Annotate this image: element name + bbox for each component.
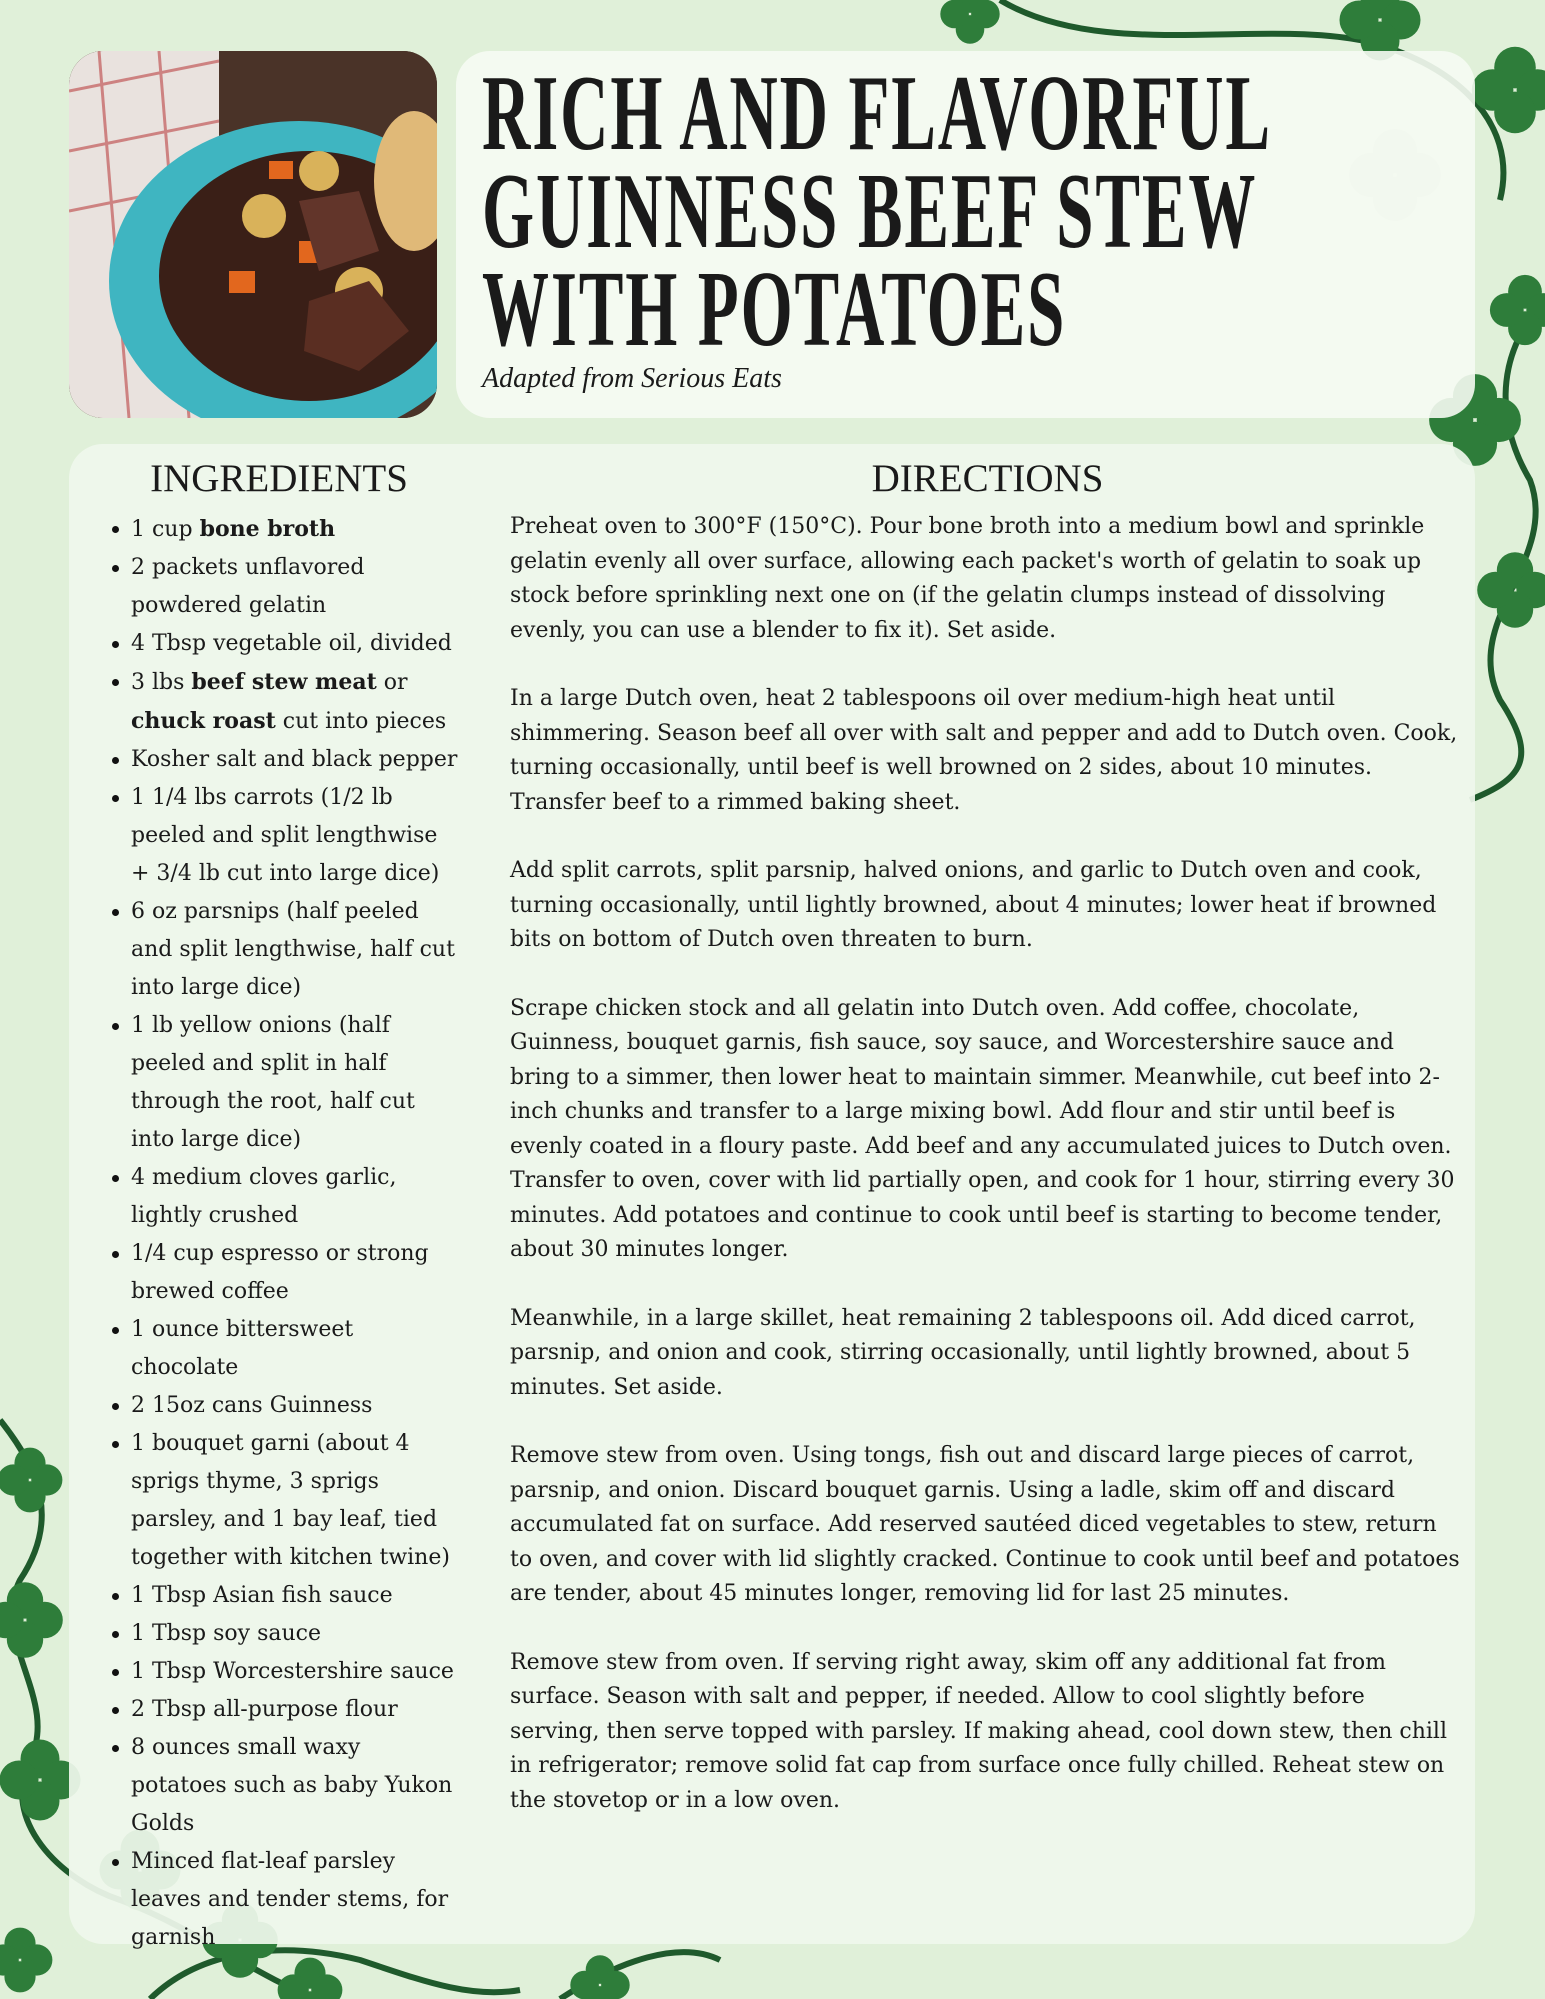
ingredient-text: 1 Tbsp Worcestershire sauce xyxy=(131,1659,454,1684)
direction-step: In a large Dutch oven, heat 2 tablespoons oil over medium-high heat until shimmering. Season beef all over with salt and pepper and add to Dutch oven. Cook, turning occasionally, until beef is well browned on 2 sides, about 10 minutes. Transfer beef to a rimmed baking sheet. xyxy=(510,686,1458,815)
directions-steps xyxy=(510,510,1460,1852)
direction-step: Preheat oven to 300°F (150°C). Pour bone broth into a medium bowl and sprinkle gelatin evenly all over surface, allowing each packet's worth of gelatin to soak up stock before sprinkling next one on (if the gelatin clumps instead of dissolving evenly, you can use a blender to fix it). Set aside. xyxy=(510,514,1425,643)
ingredient-item xyxy=(131,1311,461,1387)
ingredient-text: 8 ounces small waxy potatoes such as baby Yukon Golds xyxy=(131,1735,453,1836)
ingredient-item xyxy=(131,1235,461,1311)
ingredient-text: 6 oz parsnips (half peeled and split lengthwise, half cut into large dice) xyxy=(131,899,455,1000)
stew-bowl-image xyxy=(69,51,437,418)
ingredient-item xyxy=(131,549,461,625)
ingredient-text: 1 Tbsp Asian fish sauce xyxy=(131,1583,393,1608)
ingredient-text: 4 Tbsp vegetable oil, divided xyxy=(131,631,452,656)
directions-heading: DIRECTIONS xyxy=(871,457,1104,500)
direction-step: Add split carrots, split parsnip, halved onions, and garlic to Dutch oven and cook, turning occasionally, until lightly browned, about 4 minutes; lower heat if browned bits on bottom of Dutch oven threaten to burn. xyxy=(510,858,1437,952)
ingredient-text: 4 medium cloves garlic, lightly crushed xyxy=(131,1165,397,1228)
ingredient-text: Kosher salt and black pepper xyxy=(131,747,458,772)
direction-step: Remove stew from oven. If serving right away, skim off any additional fat from surface. Season with salt and pepper, if needed. Allow to cool slightly before serving, then serve topped with parsley. If making ahead, cool down stew, then chill in refrigerator; remove solid fat cap from surface once fully chilled. Reheat stew on the stovetop or in a low oven. xyxy=(510,1649,1447,1813)
ingredient-text: 1 ounce bittersweet chocolate xyxy=(131,1317,354,1380)
ingredient-highlight: chuck roast xyxy=(131,708,276,734)
ingredient-text: 2 packets unflavored powdered gelatin xyxy=(131,555,365,618)
ingredient-text: 1/4 cup espresso or strong brewed coffee xyxy=(131,1241,429,1304)
ingredient-text: or xyxy=(376,670,408,695)
ingredient-highlight: beef stew meat xyxy=(191,669,377,695)
ingredient-item xyxy=(131,893,461,1007)
ingredient-item xyxy=(131,510,461,549)
ingredient-item xyxy=(131,741,461,779)
ingredient-item xyxy=(131,625,461,663)
ingredient-item xyxy=(131,1843,461,1957)
ingredient-item xyxy=(131,1577,461,1615)
ingredient-item xyxy=(131,1159,461,1235)
recipe-content-card xyxy=(69,444,1475,1950)
title-card xyxy=(456,51,1475,418)
ingredient-item xyxy=(131,1729,461,1843)
ingredient-item xyxy=(131,663,461,741)
recipe-source: Adapted from Serious Eats xyxy=(482,363,782,394)
ingredient-text: 1 1/4 lbs carrots (1/2 lb peeled and split lengthwise + 3/4 lb cut into large dice) xyxy=(131,785,440,886)
ingredient-text: 1 Tbsp soy sauce xyxy=(131,1621,321,1646)
ingredient-item xyxy=(131,1615,461,1653)
ingredient-text: 3 lbs xyxy=(131,670,192,695)
ingredient-text: 1 cup xyxy=(131,517,200,542)
ingredient-text: 2 Tbsp all-purpose flour xyxy=(131,1697,398,1722)
ingredients-list xyxy=(131,510,461,1957)
ingredient-item xyxy=(131,1653,461,1691)
ingredient-text: Minced flat-leaf parsley leaves and tender stems, for garnish xyxy=(131,1849,449,1950)
stew-photo xyxy=(69,51,437,418)
ingredient-text: 1 lb yellow onions (half peeled and split in half through the root, half cut into large dice) xyxy=(131,1013,415,1152)
ingredient-item xyxy=(131,1007,461,1159)
ingredients-heading: INGREDIENTS xyxy=(150,457,408,500)
title-line: WITH POTATOES xyxy=(482,250,1067,369)
ingredient-item xyxy=(131,1425,461,1577)
ingredient-text: 1 bouquet garni (about 4 sprigs thyme, 3 sprigs parsley, and 1 bay leaf, tied together with kitchen twine) xyxy=(131,1431,450,1570)
direction-step: Meanwhile, in a large skillet, heat remaining 2 tablespoons oil. Add diced carrot, parsnip, and onion and cook, stirring occasionally, until lightly browned, about 5 minutes. Set aside. xyxy=(510,1305,1416,1400)
recipe-title xyxy=(482,54,1350,369)
direction-step: Scrape chicken stock and all gelatin into Dutch oven. Add coffee, chocolate, Guinness, bouquet garnis, fish sauce, soy sauce, and Worcestershire sauce and bring to a simmer, then lower heat to maintain simmer. Meanwhile, cut beef into 2-inch chunks and transfer to a large mixing bowl. Add flour and stir until beef is evenly coated in a floury paste. Add beef and any accumulated juices to Dutch oven. Transfer to oven, cover with lid partially open, and cook for 1 hour, stirring every 30 minutes. Add potatoes and continue to cook until beef is starting to become tender, about 30 minutes longer. xyxy=(510,995,1455,1262)
ingredient-item xyxy=(131,1691,461,1729)
title-line: GUINNESS BEEF STEW xyxy=(482,152,1258,271)
title-line: RICH AND FLAVORFUL xyxy=(482,54,1272,173)
ingredient-item xyxy=(131,1387,461,1425)
ingredient-item xyxy=(131,779,461,893)
ingredient-text: 2 15oz cans Guinness xyxy=(131,1393,373,1418)
ingredient-text: cut into pieces xyxy=(275,709,447,734)
direction-step: Remove stew from oven. Using tongs, fish out and discard large pieces of carrot, parsnip, and onion. Discard bouquet garnis. Using a ladle, skim off and discard accumulated fat on surface. Add reserved sautéed diced vegetables to stew, return to oven, and cover with lid slightly cracked. Continue to cook until beef and potatoes are tender, about 45 minutes longer, removing lid for last 25 minutes. xyxy=(510,1443,1460,1606)
ingredient-highlight: bone broth xyxy=(199,516,336,542)
